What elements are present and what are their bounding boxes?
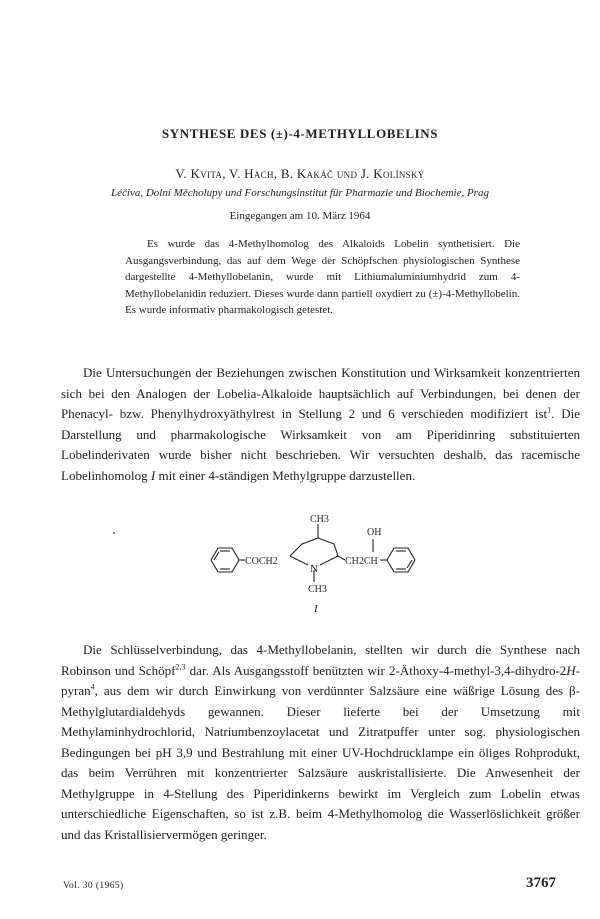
coch2-group: COCH2 bbox=[245, 556, 278, 567]
compound-label-i: I bbox=[314, 603, 318, 615]
received-date: Eingegangen am 10. März 1964 bbox=[229, 210, 371, 222]
para1-text2: . Die Darstellung und pharmakologische Wirksamkeit von am Piperidinring substituierten Lobelinderivaten wurde bisher nicht beschrieben. Wir versuchten deshalb, das racemische Lobelinhomolog bbox=[61, 406, 580, 483]
journal-volume: Vol. 30 (1965) bbox=[63, 881, 124, 891]
methyl-n: CH3 bbox=[308, 584, 327, 595]
body-paragraph-2 bbox=[61, 640, 580, 845]
scan-speck bbox=[113, 532, 115, 534]
para1-text3: mit einer 4-ständigen Methylgruppe darzustellen. bbox=[155, 467, 416, 483]
structure-formula bbox=[198, 508, 448, 618]
reference-1: 1 bbox=[547, 405, 552, 415]
benzene-ring-left bbox=[211, 548, 239, 572]
para2-italic-h: H bbox=[566, 662, 576, 678]
reference-4: 4 bbox=[90, 682, 95, 692]
reference-2-3: 2,3 bbox=[175, 662, 186, 672]
ch2ch-group: CH2CH bbox=[345, 556, 378, 567]
compound-label: I bbox=[150, 467, 156, 483]
para2-text1: Die Schlüsselverbindung, das 4-Methyllobelanin, stellten wir durch die Synthese nach Robinson und Schöpf bbox=[61, 642, 580, 678]
para2-text2: dar. Als Ausgangsstoff benützten wir 2-Äthoxy-4-methyl-3,4-dihydro-2 bbox=[185, 662, 567, 678]
para2-text4: , aus dem wir durch Einwirkung von verdünnter Salzsäure eine wäßrige Lösung des β-Methylglutardialdehyds gewannen. Dieser lieferte bei der Umsetzung mit Methylaminhydrochlorid, Natriumbenzoylacetat und Zitratpuffer unter sog. physiologischen Bedingungen bei pH 3,9 und Bestrahlung mit einer UV-Hochdrucklampe ein öliges Rohprodukt, das beim Verrühren mit konzentrierter Salzsäure auskristallisierte. Die Anwesenheit der Methylgruppe in 4-Stellung des Piperidinkerns bewirkt im Vergleich zum Lobelin etwas unterschiedliche Eigenschaften, so ist z.B. beim 4-Methylhomolog die Wasserlöslichkeit größer und das Kristallisiervermögen geringer. bbox=[61, 683, 580, 842]
benzene-ring-right bbox=[387, 548, 415, 572]
hydroxyl-group: OH bbox=[367, 527, 382, 538]
page-number: 3767 bbox=[526, 875, 556, 891]
methyl-top: CH3 bbox=[310, 514, 329, 525]
article-title: SYNTHESE DES (±)-4-METHYLLOBELINS bbox=[161, 126, 439, 141]
abstract: Es wurde das 4-Methylhomolog des Alkaloids Lobelin synthetisiert. Die Ausgangsverbindung, das auf dem Wege der Schöpfschen physiologischen Synthese dargestellte 4-Methyllobelanin, wurde mit Lithiumaluminiumhydrid zum 4-Methyllobelanidin reduziert. Dieses wurde dann partiell oxydiert zu (±)-4-Methyllobelin. Es wurde informativ pharmakologisch getestet. bbox=[125, 238, 520, 316]
body-paragraph-1 bbox=[61, 363, 580, 486]
author-list: V. Kvita, V. Hach, B. Kakáč und J. Kolínský bbox=[175, 166, 425, 181]
para2-text3: -pyran bbox=[61, 662, 581, 698]
nitrogen-atom: N bbox=[310, 563, 318, 575]
para1-text: Die Untersuchungen der Beziehungen zwischen Konstitution und Wirksamkeit konzentrierten sich bei den Analogen der Lobelia-Alkaloide hauptsächlich auf Verbindungen, bei denen der Phenacyl- bzw. Phenylhydroxyäthylrest in Stellung 2 und 6 verschieden modifiziert ist bbox=[61, 365, 580, 421]
affiliation: Léčiva, Dolní Měcholupy und Forschungsinstitut für Pharmazie und Biochemie, Prag bbox=[111, 187, 489, 199]
